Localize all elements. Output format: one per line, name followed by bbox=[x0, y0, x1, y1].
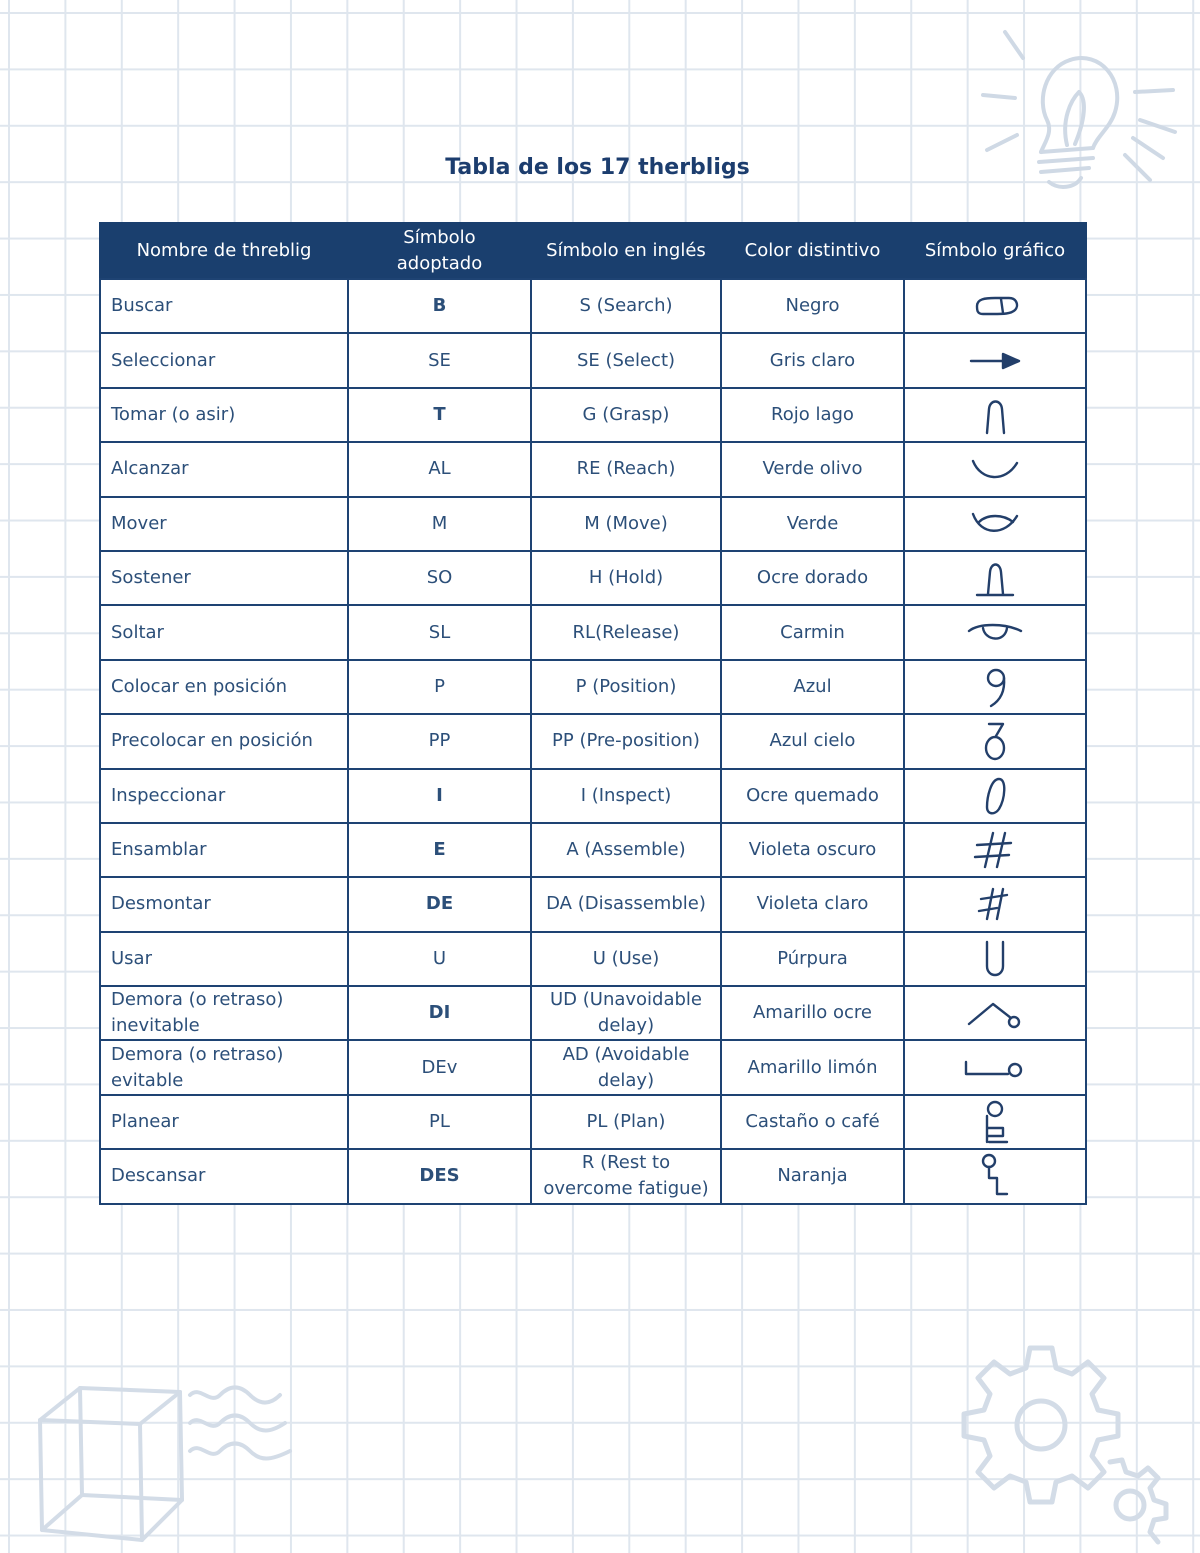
english-symbol: RL(Release) bbox=[531, 605, 721, 659]
distinctive-color: Castaño o café bbox=[721, 1095, 904, 1149]
table-row bbox=[100, 333, 1086, 387]
table-header-row bbox=[100, 223, 1086, 279]
column-header-english-symbol: Símbolo en inglés bbox=[531, 223, 721, 279]
english-symbol: AD (Avoidable delay) bbox=[531, 1040, 721, 1094]
position-symbol-icon bbox=[965, 664, 1025, 710]
therbligs-table bbox=[99, 222, 1087, 1205]
adopted-symbol: M bbox=[348, 497, 531, 551]
therblig-name: Usar bbox=[100, 932, 348, 986]
therblig-name: Tomar (o asir) bbox=[100, 388, 348, 442]
therblig-name: Demora (o retraso) evitable bbox=[100, 1040, 348, 1094]
english-symbol: R (Rest to overcome fatigue) bbox=[531, 1149, 721, 1203]
therblig-name: Ensamblar bbox=[100, 823, 348, 877]
table-row bbox=[100, 986, 1086, 1040]
table-row bbox=[100, 279, 1086, 333]
page-title: Tabla de los 17 therbligs bbox=[445, 154, 750, 180]
grasp-symbol-icon bbox=[965, 393, 1025, 437]
adopted-symbol: AL bbox=[348, 442, 531, 496]
english-symbol: G (Grasp) bbox=[531, 388, 721, 442]
use-symbol-icon bbox=[965, 936, 1025, 982]
adopted-symbol: P bbox=[348, 660, 531, 714]
search-symbol-icon bbox=[965, 286, 1025, 326]
table-row bbox=[100, 1149, 1086, 1203]
wavy-lines-doodle-icon bbox=[185, 1385, 305, 1465]
distinctive-color: Ocre quemado bbox=[721, 769, 904, 823]
adopted-symbol: PL bbox=[348, 1095, 531, 1149]
release-symbol-icon bbox=[965, 613, 1025, 653]
adopted-symbol: PP bbox=[348, 714, 531, 768]
column-header-name: Nombre de threblig bbox=[100, 223, 348, 279]
table-row bbox=[100, 660, 1086, 714]
distinctive-color: Carmin bbox=[721, 605, 904, 659]
distinctive-color: Azul bbox=[721, 660, 904, 714]
english-symbol: UD (Unavoidable delay) bbox=[531, 986, 721, 1040]
therblig-name: Desmontar bbox=[100, 877, 348, 931]
therblig-name: Mover bbox=[100, 497, 348, 551]
adopted-symbol: DI bbox=[348, 986, 531, 1040]
column-header-color: Color distintivo bbox=[721, 223, 904, 279]
unavoidable-delay-symbol-icon bbox=[963, 990, 1027, 1036]
table-row bbox=[100, 388, 1086, 442]
english-symbol: M (Move) bbox=[531, 497, 721, 551]
therblig-name: Precolocar en posición bbox=[100, 714, 348, 768]
therblig-name: Demora (o retraso) inevitable bbox=[100, 986, 348, 1040]
therblig-name: Alcanzar bbox=[100, 442, 348, 496]
preposition-symbol-icon bbox=[965, 718, 1025, 764]
adopted-symbol: DEv bbox=[348, 1040, 531, 1094]
adopted-symbol: SL bbox=[348, 605, 531, 659]
adopted-symbol: E bbox=[348, 823, 531, 877]
distinctive-color: Ocre dorado bbox=[721, 551, 904, 605]
reach-symbol-icon bbox=[965, 449, 1025, 489]
table-row bbox=[100, 442, 1086, 496]
table-row bbox=[100, 714, 1086, 768]
hold-symbol-icon bbox=[965, 556, 1025, 600]
cube-doodle-icon bbox=[30, 1380, 190, 1550]
adopted-symbol: I bbox=[348, 769, 531, 823]
english-symbol: U (Use) bbox=[531, 932, 721, 986]
therblig-name: Inspeccionar bbox=[100, 769, 348, 823]
distinctive-color: Gris claro bbox=[721, 333, 904, 387]
assemble-symbol-icon bbox=[965, 827, 1025, 873]
distinctive-color: Púrpura bbox=[721, 932, 904, 986]
distinctive-color: Azul cielo bbox=[721, 714, 904, 768]
english-symbol: PL (Plan) bbox=[531, 1095, 721, 1149]
distinctive-color: Violeta oscuro bbox=[721, 823, 904, 877]
table-row bbox=[100, 769, 1086, 823]
move-symbol-icon bbox=[965, 504, 1025, 544]
distinctive-color: Rojo lago bbox=[721, 388, 904, 442]
select-arrow-symbol-icon bbox=[965, 341, 1025, 381]
adopted-symbol: B bbox=[348, 279, 531, 333]
table-row bbox=[100, 823, 1086, 877]
therblig-name: Seleccionar bbox=[100, 333, 348, 387]
therblig-name: Descansar bbox=[100, 1149, 348, 1203]
distinctive-color: Amarillo limón bbox=[721, 1040, 904, 1094]
english-symbol: A (Assemble) bbox=[531, 823, 721, 877]
english-symbol: SE (Select) bbox=[531, 333, 721, 387]
therblig-name: Planear bbox=[100, 1095, 348, 1149]
distinctive-color: Verde bbox=[721, 497, 904, 551]
english-symbol: I (Inspect) bbox=[531, 769, 721, 823]
therblig-name: Buscar bbox=[100, 279, 348, 333]
english-symbol: H (Hold) bbox=[531, 551, 721, 605]
therblig-name: Colocar en posición bbox=[100, 660, 348, 714]
table-row bbox=[100, 1040, 1086, 1094]
english-symbol: DA (Disassemble) bbox=[531, 877, 721, 931]
adopted-symbol: U bbox=[348, 932, 531, 986]
english-symbol: S (Search) bbox=[531, 279, 721, 333]
inspect-symbol-icon bbox=[965, 773, 1025, 819]
adopted-symbol: SO bbox=[348, 551, 531, 605]
distinctive-color: Naranja bbox=[721, 1149, 904, 1203]
adopted-symbol: DES bbox=[348, 1149, 531, 1203]
gears-doodle-icon bbox=[960, 1340, 1175, 1545]
table-row bbox=[100, 497, 1086, 551]
plan-symbol-icon bbox=[965, 1098, 1025, 1146]
distinctive-color: Negro bbox=[721, 279, 904, 333]
adopted-symbol: SE bbox=[348, 333, 531, 387]
table-row bbox=[100, 1095, 1086, 1149]
english-symbol: PP (Pre-position) bbox=[531, 714, 721, 768]
column-header-graphic-symbol: Símbolo gráfico bbox=[904, 223, 1086, 279]
rest-symbol-icon bbox=[965, 1152, 1025, 1200]
distinctive-color: Amarillo ocre bbox=[721, 986, 904, 1040]
table-row bbox=[100, 605, 1086, 659]
adopted-symbol: DE bbox=[348, 877, 531, 931]
avoidable-delay-symbol-icon bbox=[960, 1048, 1030, 1088]
table-row bbox=[100, 932, 1086, 986]
column-header-adopted-symbol: Símbolo adoptado bbox=[348, 223, 531, 279]
english-symbol: RE (Reach) bbox=[531, 442, 721, 496]
table-row bbox=[100, 551, 1086, 605]
distinctive-color: Violeta claro bbox=[721, 877, 904, 931]
therblig-name: Soltar bbox=[100, 605, 348, 659]
english-symbol: P (Position) bbox=[531, 660, 721, 714]
adopted-symbol: T bbox=[348, 388, 531, 442]
table-row bbox=[100, 877, 1086, 931]
therblig-name: Sostener bbox=[100, 551, 348, 605]
distinctive-color: Verde olivo bbox=[721, 442, 904, 496]
disassemble-symbol-icon bbox=[965, 881, 1025, 927]
